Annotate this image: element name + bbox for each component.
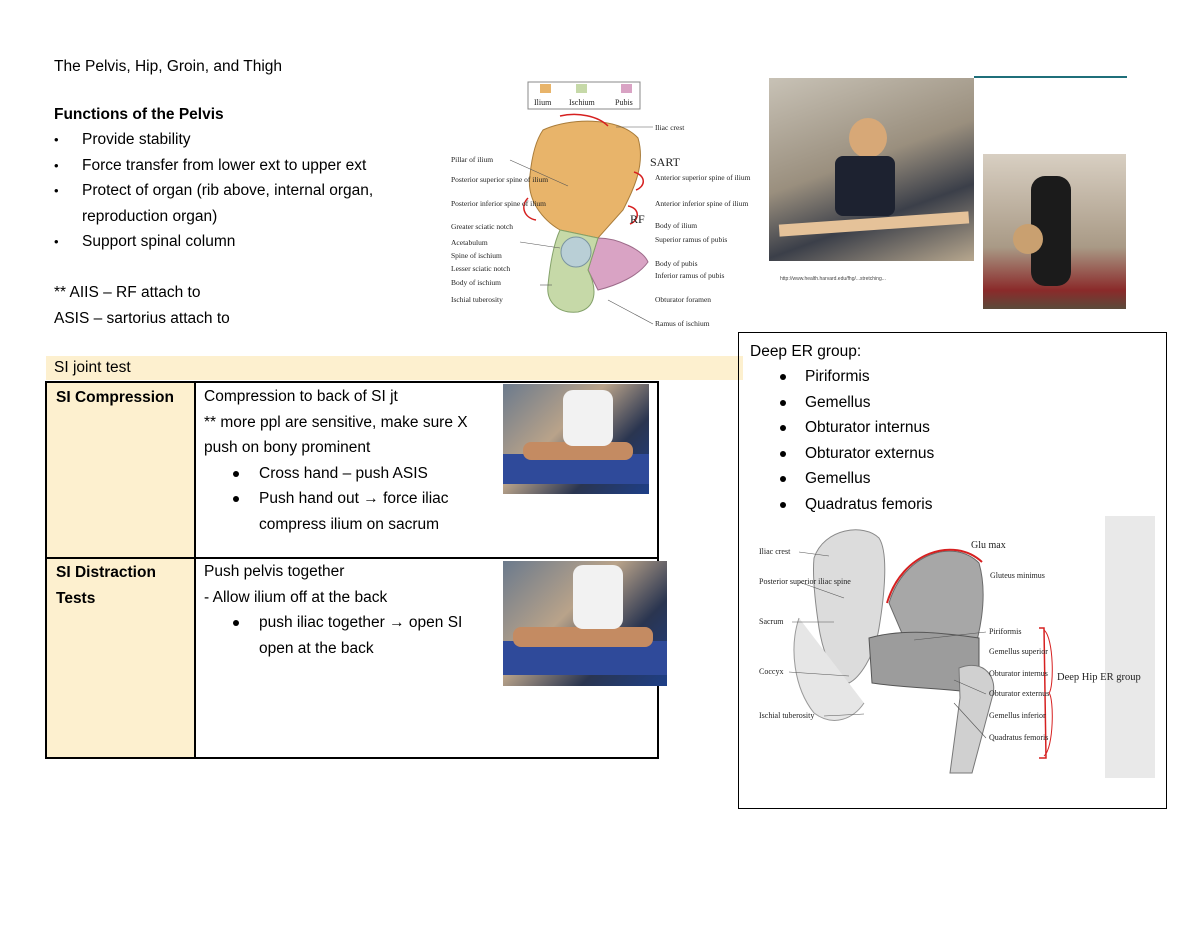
label-greater-sciatic: Greater sciatic notch	[451, 222, 514, 231]
functions-heading: Functions of the Pelvis	[54, 106, 224, 123]
label-body-ischium: Body of ischium	[451, 278, 501, 287]
legend-ilium: Ilium	[534, 98, 552, 107]
label-piriformis: Piriformis	[989, 627, 1022, 636]
label-inferior-ramus: Inferior ramus of pubis	[655, 271, 725, 280]
description-line: Push pelvis together	[204, 563, 345, 580]
si-compression-cell	[46, 382, 195, 558]
si-joint-heading: SI joint test	[46, 356, 743, 380]
si-test-table	[45, 381, 659, 759]
label-quadratus-femoris: Quadratus femoris	[989, 733, 1049, 742]
list-item: Piriformis	[739, 364, 934, 390]
list-item: • Force transfer from lower ext to upper ext	[54, 153, 373, 179]
si-distraction-photo	[503, 561, 667, 686]
label-iliac-crest: Iliac crest	[759, 547, 791, 556]
label-obturator-externus: Obturator externus	[989, 689, 1050, 698]
label-deep-hip-er-group: Deep Hip ER group	[1057, 672, 1141, 683]
list-item: • Support spinal column	[54, 229, 235, 255]
si-distraction-label: SI Distraction	[56, 564, 156, 581]
legend-swatch-ilium	[540, 84, 551, 93]
legend-ischium: Ischium	[569, 98, 595, 107]
label-ramus-ischium: Ramus of ischium	[655, 319, 710, 328]
list-item: Push hand out → force iliac	[204, 486, 657, 512]
label-piis: Posterior inferior spine of ilium	[451, 199, 546, 208]
stretch-photo-2	[983, 154, 1126, 309]
note-aiis: ** AIIS – RF attach to	[54, 284, 201, 301]
label-body-pubis: Body of pubis	[655, 259, 698, 268]
description-line: Compression to back of SI jt	[204, 388, 398, 405]
list-item: • Provide stability	[54, 127, 373, 153]
si-compression-photo	[503, 384, 649, 494]
label-iliac-crest: Iliac crest	[655, 123, 685, 132]
list-item: Quadratus femoris	[739, 492, 934, 518]
page-title: The Pelvis, Hip, Groin, and Thigh	[54, 58, 283, 75]
rf-annotation: RF	[630, 212, 645, 226]
deep-er-list	[739, 364, 934, 517]
label-pillar-ilium: Pillar of ilium	[451, 155, 494, 164]
table-row	[46, 558, 658, 758]
list-item: Gemellus	[739, 466, 934, 492]
label-aiis: Anterior inferior spine of ilium	[655, 199, 749, 208]
list-item: • Protect of organ (rib above, internal organ,	[54, 178, 373, 204]
sart-annotation: SART	[650, 155, 680, 169]
label-obturator-internus: Obturator internus	[989, 669, 1048, 678]
label-psis: Posterior superior spine of ilium	[451, 175, 549, 184]
legend-swatch-ischium	[576, 84, 587, 93]
label-ischial-tuberosity: Ischial tuberosity	[759, 711, 815, 720]
si-distraction-description	[195, 558, 658, 758]
label-acetabulum: Acetabulum	[451, 238, 488, 247]
si-distraction-cell	[46, 558, 195, 758]
pelvis-diagram	[448, 80, 751, 342]
functions-list-2	[54, 229, 235, 255]
list-item: Obturator internus	[739, 415, 934, 441]
legend-pubis: Pubis	[615, 98, 633, 107]
label-glu-max: Glu max	[971, 540, 1006, 551]
label-gluteus-minimus: Gluteus minimus	[990, 571, 1045, 580]
list-item: Obturator externus	[739, 441, 934, 467]
hip-muscle-diagram	[754, 518, 1159, 780]
si-compression-label: SI Compression	[56, 389, 174, 406]
list-item: Gemellus	[739, 390, 934, 416]
label-coccyx: Coccyx	[759, 667, 784, 676]
label-ischial-tuberosity: Ischial tuberosity	[451, 295, 503, 304]
label-superior-ramus: Superior ramus of pubis	[655, 235, 728, 244]
functions-list	[54, 127, 373, 204]
legend-swatch-pubis	[621, 84, 632, 93]
label-lesser-sciatic: Lesser sciatic notch	[451, 264, 511, 273]
description-line: push on bony prominent	[204, 439, 371, 456]
description-line: - Allow ilium off at the back	[204, 588, 388, 606]
label-obturator-foramen: Obturator foramen	[655, 295, 712, 304]
deep-er-box	[738, 332, 1167, 809]
photo-caption[interactable]: http://www.health.harvard.edu/fhg/...stretching...	[780, 276, 886, 282]
list-item-continued: open at the back	[259, 639, 374, 657]
label-asis: Anterior superior spine of ilium	[655, 173, 751, 182]
label-spine-ischium: Spine of ischium	[451, 251, 502, 260]
label-gemellus-superior: Gemellus superior	[989, 647, 1048, 656]
list-item-continued: compress ilium on sacrum	[259, 515, 440, 533]
description-line: ** more ppl are sensitive, make sure X	[204, 413, 468, 431]
table-row	[46, 382, 658, 558]
si-compression-description	[195, 382, 658, 558]
label-sacrum: Sacrum	[759, 617, 784, 626]
list-item: push iliac together → open SI	[204, 610, 657, 636]
list-item: Cross hand – push ASIS	[204, 461, 657, 487]
accent-line	[974, 76, 1127, 78]
label-gemellus-inferior: Gemellus inferior	[989, 711, 1046, 720]
list-item-continued: reproduction organ)	[82, 208, 218, 225]
label-body-ilium: Body of ilium	[655, 221, 698, 230]
stretch-photo-1	[769, 78, 974, 261]
si-distraction-label-2: Tests	[56, 589, 96, 607]
note-asis: ASIS – sartorius attach to	[54, 310, 230, 327]
label-psis: Posterior superior iliac spine	[759, 577, 851, 586]
deep-er-heading: Deep ER group:	[750, 343, 862, 360]
